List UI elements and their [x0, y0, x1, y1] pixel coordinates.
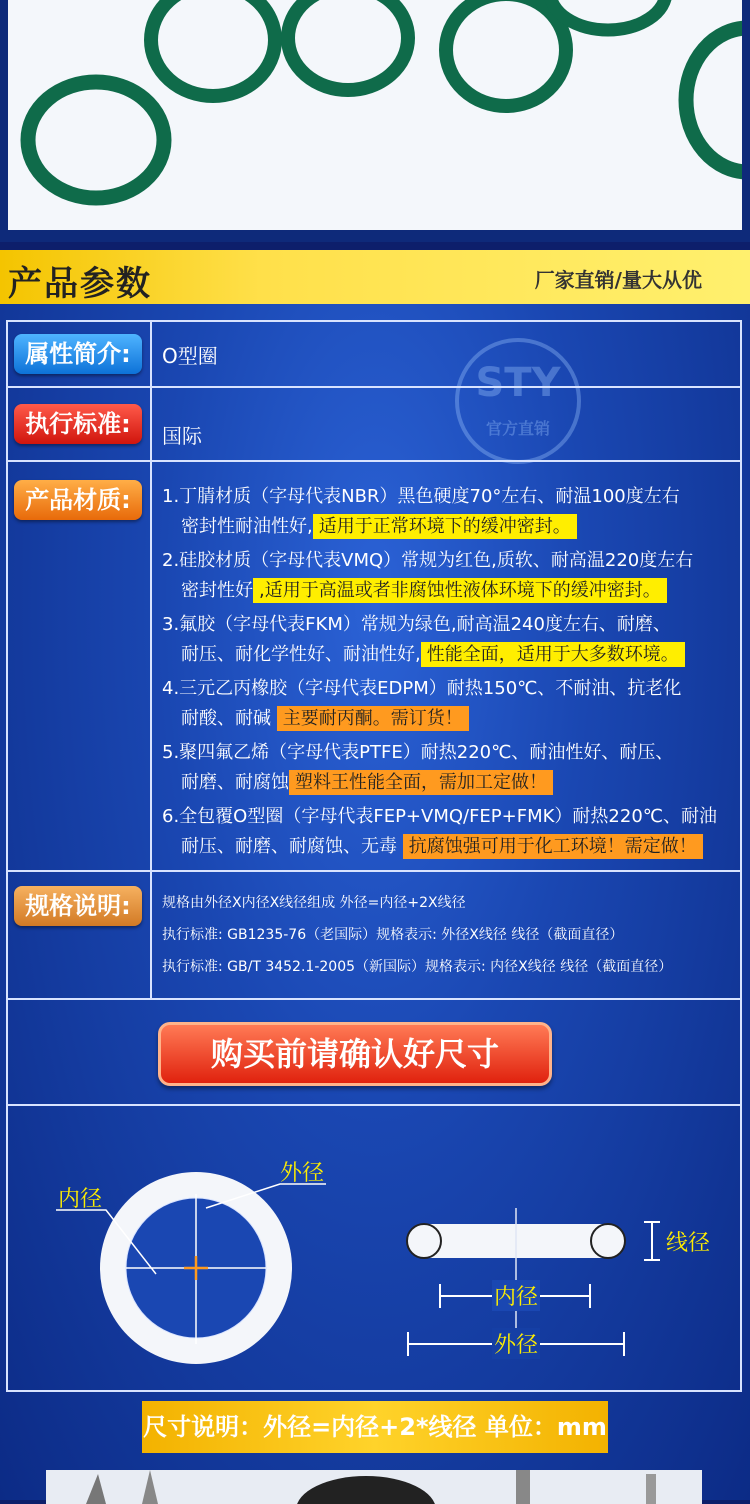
o-ring-1 [28, 82, 164, 198]
bottom-product-photo [46, 1470, 702, 1504]
spec-line-2: 执行标准: GB1235-76（老国际）规格表示: 外径X线径 线径（截面直径） [162, 927, 624, 943]
label-inner-diameter: 内径 [58, 1187, 103, 1212]
label-wire-diameter: 线径 [666, 1231, 711, 1256]
parameter-table [6, 320, 742, 1392]
row-diagram [8, 1104, 740, 1388]
material-item-5-highlight: 塑料王性能全面，需加工定做！ [289, 770, 553, 795]
label-spec: 规格说明: [14, 886, 142, 926]
value-attribute: O型圈 [162, 344, 218, 368]
material-item-1-line2: 密封性耐油性好, 适用于正常环境下的缓冲密封。 [181, 512, 577, 538]
material-item-3-line1: 3.氟胶（字母代表FKM）常规为绿色,耐高温240度左右、耐磨、 [162, 614, 671, 635]
watermark-brand: STY [475, 360, 561, 406]
o-ring-4 [446, 0, 566, 106]
material-item-2-highlight: ,适用于高温或者非腐蚀性液体环境下的缓冲密封。 [253, 578, 667, 603]
o-ring-6 [686, 28, 742, 172]
material-item-3-line2: 耐压、耐化学性好、耐油性好, 性能全面，适用于大多数环境。 [181, 640, 685, 666]
material-item-6-line2: 耐压、耐磨、耐腐蚀、无毒 抗腐蚀强可用于化工环境！需定做！ [181, 832, 703, 858]
material-item-6-highlight: 抗腐蚀强可用于化工环境！需定做！ [403, 834, 703, 859]
label-material: 产品材质: [14, 480, 142, 520]
label-outer-diameter-dim: 外径 [492, 1328, 540, 1359]
header-slogan: 厂家直销/量大从优 [534, 268, 702, 292]
row-material [8, 460, 740, 872]
row-standard [8, 386, 740, 462]
material-item-1-highlight: 适用于正常环境下的缓冲密封。 [313, 514, 577, 539]
material-item-4-highlight: 主要耐丙酮。需订货！ [277, 706, 469, 731]
product-photo [0, 0, 750, 242]
material-item-6-line1: 6.全包覆O型圈（字母代表FEP+VMQ/FEP+FMK）耐热220℃、耐油 [162, 806, 718, 827]
o-ring-5 [550, 0, 666, 30]
material-item-3-highlight: 性能全面，适用于大多数环境。 [421, 642, 685, 667]
label-outer-diameter: 外径 [280, 1161, 325, 1186]
section-title: 产品参数 [8, 264, 152, 304]
material-item-1-line1: 1.丁腈材质（字母代表NBR）黑色硬度70°左右、耐温100度左右 [162, 486, 680, 507]
material-item-5-line1: 5.聚四氟乙烯（字母代表PTFE）耐热220℃、耐油性好、耐压、 [162, 742, 674, 763]
row-attribute [8, 322, 740, 388]
size-diagram [8, 1104, 740, 1388]
label-standard: 执行标准: [14, 404, 142, 444]
label-attribute: 属性简介: [14, 334, 142, 374]
spec-line-1: 规格由外径X内径X线径组成 外径=内径+2X线径 [162, 895, 466, 911]
material-item-4-line1: 4.三元乙丙橡胶（字母代表EDPM）耐热150℃、不耐油、抗老化 [162, 678, 682, 699]
watermark-text: 官方直销 [485, 419, 550, 438]
material-item-4-line2: 耐酸、耐碱 主要耐丙酮。需订货！ [181, 704, 469, 730]
label-inner-diameter-dim: 内径 [492, 1280, 540, 1311]
parameter-panel [0, 304, 750, 1500]
material-item-2-line1: 2.硅胶材质（字母代表VMQ）常规为红色,质软、耐高温220度左右 [162, 550, 694, 571]
o-ring-2 [151, 0, 275, 96]
value-standard: 国际 [162, 424, 202, 448]
row-spec [8, 870, 740, 1000]
size-note-banner: 尺寸说明：外径=内径+2*线径 单位：mm [142, 1401, 608, 1453]
material-item-5-line2: 耐磨、耐腐蚀 塑料王性能全面，需加工定做！ [181, 768, 553, 794]
section-header [0, 250, 750, 304]
confirm-size-banner: 购买前请确认好尺寸 [158, 1022, 552, 1086]
o-ring-3 [288, 0, 408, 90]
spec-line-3: 执行标准: GB/T 3452.1-2005（新国际）规格表示: 内径X线径 线径（截面直径） [162, 959, 673, 975]
material-item-2-line2: 密封性好 ,适用于高温或者非腐蚀性液体环境下的缓冲密封。 [181, 576, 667, 602]
